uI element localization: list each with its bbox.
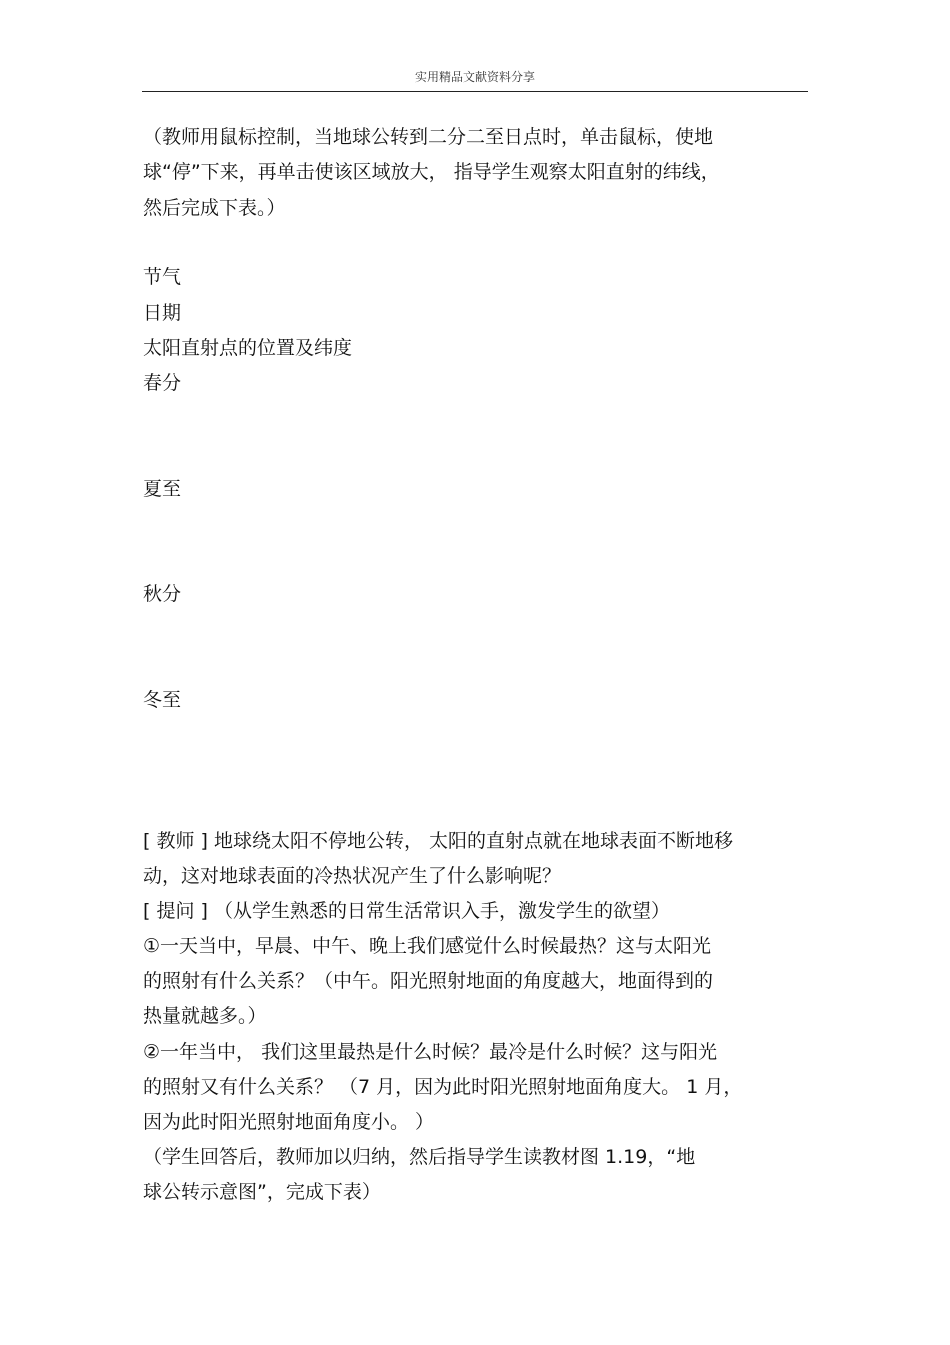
- body-line-11: 球公转示意图”，完成下表）: [143, 1181, 381, 1203]
- intro-line-2: 球“停”下来，再单击使该区域放大， 指导学生观察太阳直射的纬线，: [143, 161, 720, 183]
- body-line-4: ①一天当中，早晨、中午、晚上我们感觉什么时候最热？这与太阳光: [143, 935, 712, 957]
- body-line-5: 的照射有什么关系？（中午。阳光照射地面的角度越大，地面得到的: [143, 970, 714, 992]
- body-line-10: （学生回答后，教师加以归纳，然后指导学生读教材图 1.19，“地: [143, 1146, 696, 1168]
- table-row-winter-solstice: 冬至: [143, 689, 182, 711]
- body-line-3: [ 提问 ] （从学生熟悉的日常生活常识入手，激发学生的欲望）: [143, 900, 670, 922]
- body-line-8: 的照射又有什么关系？ （7 月，因为此时阳光照射地面角度大。 1 月，: [143, 1076, 743, 1098]
- table-row-spring-equinox: 春分: [143, 372, 182, 394]
- table-header-date: 日期: [143, 302, 182, 324]
- table-row-autumn-equinox: 秋分: [143, 583, 182, 605]
- intro-line-3: 然后完成下表。）: [143, 197, 286, 219]
- body-line-2: 动，这对地球表面的冷热状况产生了什么影响呢？: [143, 865, 562, 887]
- body-line-6: 热量就越多。）: [143, 1005, 267, 1027]
- table-header-subsolar-latitude: 太阳直射点的位置及纬度: [143, 337, 353, 359]
- table-row-summer-solstice: 夏至: [143, 478, 182, 500]
- header-divider: [142, 91, 808, 92]
- body-line-9: 因为此时阳光照射地面角度小。 ）: [143, 1111, 435, 1133]
- body-line-7: ②一年当中， 我们这里最热是什么时候？最冷是什么时候？这与阳光: [143, 1041, 718, 1063]
- table-header-solar-term: 节气: [143, 266, 182, 288]
- body-line-1: [ 教师 ] 地球绕太阳不停地公转， 太阳的直射点就在地球表面不断地移: [143, 830, 733, 852]
- page-header: 实用精品文献资料分享: [414, 70, 535, 84]
- intro-line-1: （教师用鼠标控制，当地球公转到二分二至日点时，单击鼠标，使地: [143, 126, 714, 148]
